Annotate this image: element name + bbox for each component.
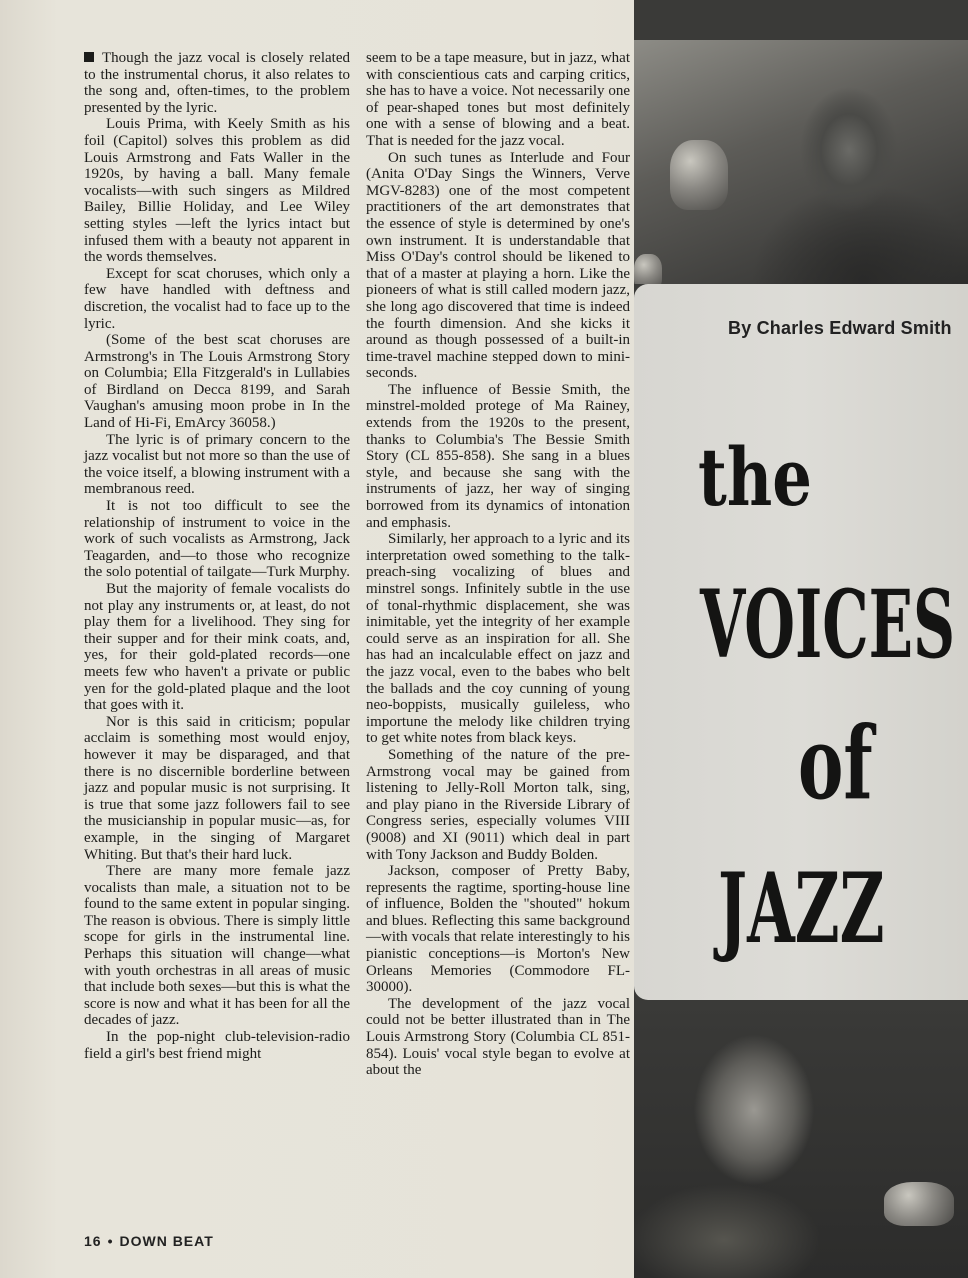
title-word-the: the [698,430,812,524]
page-number: 16 [84,1233,102,1249]
paragraph: Similarly, her approach to a lyric and its interpretation owed something to the talk-preach-sing vocalizing of blues and minstrel songs. Infinitely subtle in the use of tonal-rhythmic displacement, she was inimitable, yet the integrity of her example could serve as an inspiration for all. She has had an incalculable effect on jazz and the jazz vocal, even to the babes who belt the ballads and the coy cunning of young neo-boppists, musically guileless, who importune the melody like children trying to get white notes from black keys. [366,531,630,747]
paragraph: Something of the nature of the pre-Armstrong vocal may be gained from listening to Jelly-Roll Morton talk, sing, and play piano in the Riverside Library of Congress series, especially volumes VIII (9008) and XI (9011) which deal in part with Tony Jackson and Buddy Bolden. [366,746,630,863]
title-word-jazz: JAZZ [718,852,885,965]
microphone-icon [884,1182,954,1226]
paragraph: In the pop-night club-television-radio field a girl's best friend might [84,1029,350,1062]
paragraph [84,50,350,116]
paragraph: On such tunes as Interlude and Four (Anita O'Day Sings the Winners, Verve MGV-8283) one of the most competent practitioners of the art demonstrates that the essence of style is determined by one's own instrument. It is understandable that Miss O'Day's control should be likened to that of a master at playing a horn. Like the pioneers of what is still called modern jazz, she long ago discovered that time is indeed the fourth dimension. And she kicks it around as though possessed of a built-in time-travel machine stepped down to mini-seconds. [366,149,630,382]
title-word-voices: VOICES [700,570,956,680]
microphone-icon [634,254,662,284]
paragraph: (Some of the best scat choruses are Armstrong's in The Louis Armstrong Story on Columbia; Ella Fitzgerald's in Lullabies of Birdland on Decca 8199, and Sarah Vaughan's amusing moon probe in In the Land of Hi-Fi, EmArcy 36058.) [84,332,350,432]
photo-louis-armstrong [634,40,968,284]
paragraph: The development of the jazz vocal could not be better illustrated than in The Louis Armstrong Story (Columbia CL 851-854). Louis' vocal style began to evolve at about the [366,995,630,1079]
article-column-2 [366,50,630,1079]
paragraph: The lyric is of primary concern to the jazz vocalist but not more so than the use of the voice itself, a blowing instrument with a membranous reed. [84,431,350,498]
paragraph: seem to be a tape measure, but in jazz, what with conscientious cats and carping critics, she has to have a voice. Not necessarily one of pear-shaped tones but most definitely one with a sense of blowing and a beat. That is needed for the jazz vocal. [366,50,630,149]
paragraph: Louis Prima, with Keely Smith as his foil (Capitol) solves this problem as did Louis Armstrong and Fats Waller in the 1920s, by having a ball. Many female vocalists—with such singers as Mildred Bailey, Billie Holiday, and Lee Wiley setting styles —left the lyrics intact but infused them with a beauty not apparent in the words themselves. [84,116,350,266]
paragraph: Nor is this said in criticism; popular acclaim is something most would enjoy, however it may be disparaged, and that there is no discernible borderline between jazz and popular music is not surprising. It is true that some jazz followers fail to see the musicianship in popular music—as, for example, in the singing of Margaret Whiting. But that's their hard luck. [84,713,350,863]
article-column-1 [84,50,350,1062]
magazine-name: DOWN BEAT [119,1233,214,1249]
paragraph: But the majority of female vocalists do not play any instruments or, at least, do not play them for a livelihood. They sing for their supper and for their mink coats, and, yes, for their gold-plated records—one meets few who haven't a private or public yen for the gold-plated plaque and the loot that goes with it. [84,581,350,714]
byline: By Charles Edward Smith [728,318,952,338]
microphone-icon [670,140,728,210]
paragraph: Except for scat choruses, which only a few have handled with deftness and discretion, the vocalist had to face up to the lyric. [84,265,350,332]
paragraph: There are many more female jazz vocalists than male, a situation not to be found to the same extent in popular singing. The reason is obvious. There is simply little scope for girls in the instrumental line. Perhaps this situation will change—what with youth orchestras in all areas of music that include both sexes—but this is what the score is now and what it has been for all the decades of jazz. [84,863,350,1029]
title-word-of: of [798,704,873,822]
footer-separator: • [107,1233,114,1249]
paragraph: Jackson, composer of Pretty Baby, represents the ragtime, sporting-house line of influence, Bolden the "shouted" hokum and blues. Reflecting this same background—with vocals that relate interestingly to his pianistic conceptions—is Morton's New Orleans Memories (Commodore FL-30000). [366,863,630,996]
photo-ella-fitzgerald [634,1000,968,1278]
bullet-icon [84,52,94,62]
paragraph: The influence of Bessie Smith, the minstrel-molded protege of Ma Rainey, extends from the 1920s to the present, thanks to Columbia's The Bessie Smith Story (CL 855-858). She sang in a blues style, and because she sang with the instruments of jazz, her way of singing borrowed from its dynamics of intonation and emphasis. [366,381,630,531]
page-footer [84,1233,214,1249]
paragraph-text: Though the jazz vocal is closely related to the instrumental chorus, it also relates to the song and, often-times, to the problem presented by the lyric. [84,50,350,116]
paragraph: It is not too difficult to see the relationship of instrument to voice in the work of such vocalists as Armstrong, Jack Teagarden, and—to those who recognize the solo potential of tailgate—Turk Murphy. [84,498,350,581]
